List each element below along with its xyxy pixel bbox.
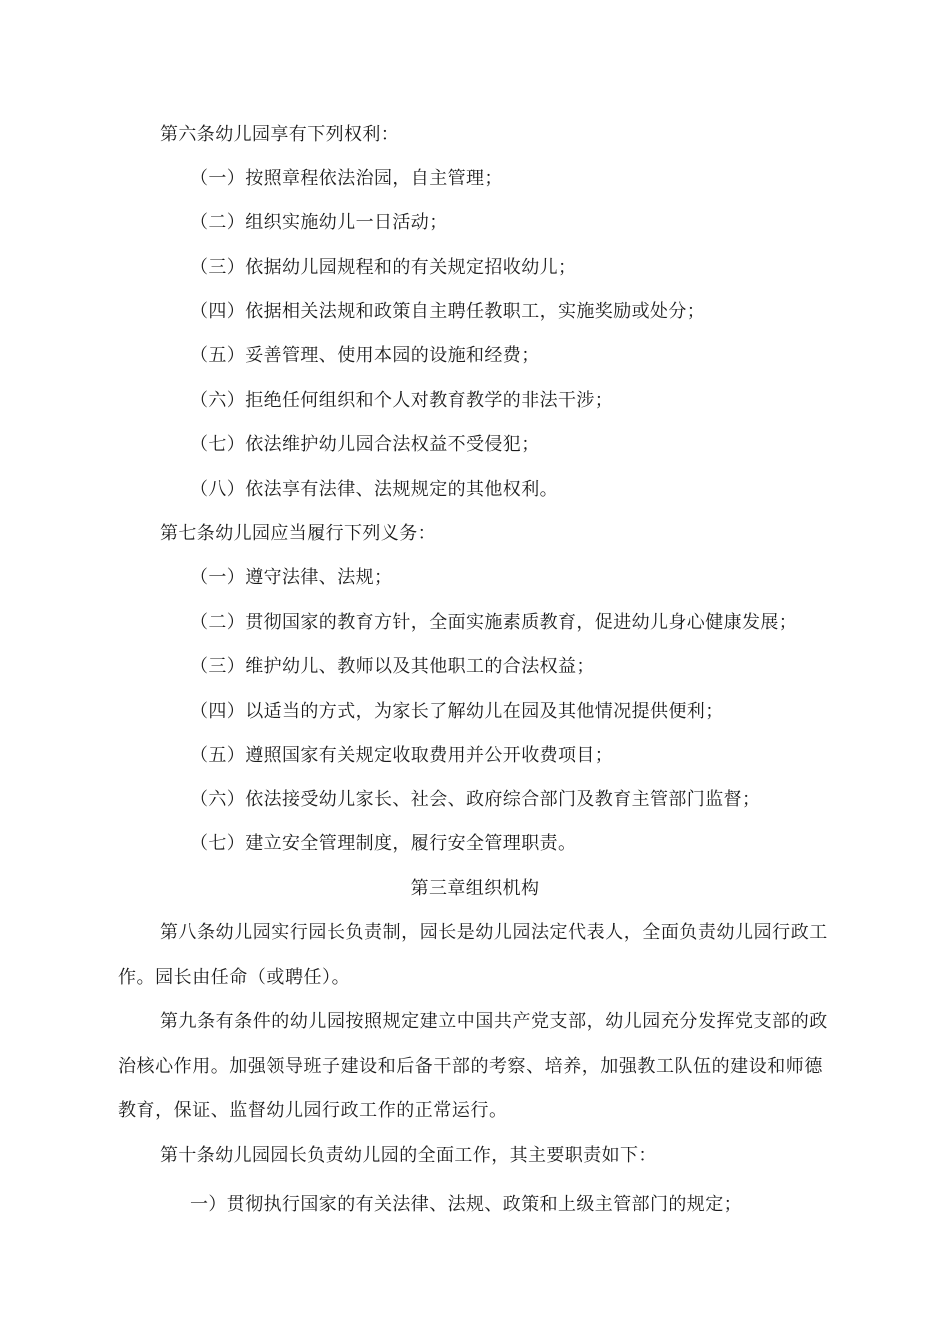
article-7-item-1: （一）遵守法律、法规； [190, 567, 393, 588]
article-6-item-3: （三）依据幼儿园规程和的有关规定招收幼儿； [190, 257, 577, 278]
article-7-item-7: （七）建立安全管理制度，履行安全管理职责。 [190, 833, 577, 854]
article-6-item-7: （七）依法维护幼儿园合法权益不受侵犯； [190, 434, 540, 455]
article-9-paragraph: 第九条有条件的幼儿园按照规定建立中国共产党支部，幼儿园充分发挥党支部的政治核心作用。加强领导班子建设和后备干部的考察、培养，加强教工队伍的建设和师德教育，保证、监督幼儿园行政工作的正常运行。 [118, 1011, 828, 1121]
article-6-item-1: （一）按照章程依法治园，自主管理； [190, 168, 503, 189]
article-7-item-4: （四）以适当的方式，为家长了解幼儿在园及其他情况提供便利； [190, 701, 724, 722]
article-6-item-2: （二）组织实施幼儿一日活动； [190, 212, 448, 233]
article-7-item-5: （五）遵照国家有关规定收取费用并公开收费项目； [190, 745, 614, 766]
article-6-item-8: （八）依法享有法律、法规规定的其他权利。 [190, 479, 558, 500]
article-7-heading: 第七条幼儿园应当履行下列义务： [160, 523, 436, 544]
article-6-item-5: （五）妥善管理、使用本园的设施和经费； [190, 345, 540, 366]
article-10-item-1: 一）贯彻执行国家的有关法律、法规、政策和上级主管部门的规定； [190, 1194, 742, 1215]
article-7-item-6: （六）依法接受幼儿家长、社会、政府综合部门及教育主管部门监督； [190, 789, 761, 810]
article-8-paragraph: 第八条幼儿园实行园长负责制，园长是幼儿园法定代表人，全面负责幼儿园行政工作。园长由任命（或聘任）。 [118, 922, 828, 988]
article-7-item-2: （二）贯彻国家的教育方针，全面实施素质教育，促进幼儿身心健康发展； [190, 612, 798, 633]
chapter-3-title: 第三章组织机构 [410, 878, 540, 899]
article-6-heading: 第六条幼儿园享有下列权利： [160, 124, 400, 145]
article-6-item-6: （六）拒绝任何组织和个人对教育教学的非法干涉； [190, 390, 614, 411]
article-10-heading: 第十条幼儿园园长负责幼儿园的全面工作，其主要职责如下： [160, 1145, 657, 1166]
article-7-item-3: （三）维护幼儿、教师以及其他职工的合法权益； [190, 656, 595, 677]
article-6-item-4: （四）依据相关法规和政策自主聘任教职工，实施奖励或处分； [190, 301, 706, 322]
